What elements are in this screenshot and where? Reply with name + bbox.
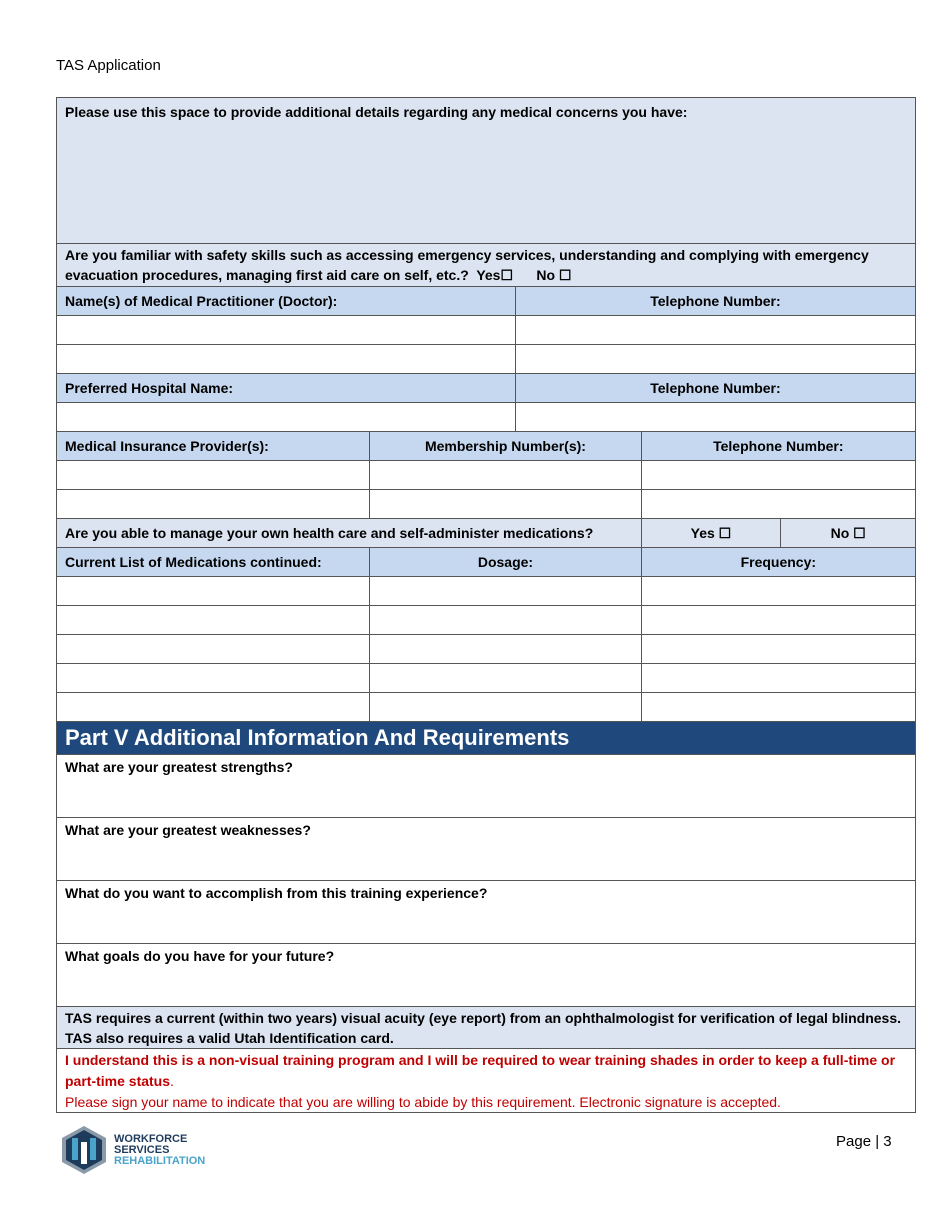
medical-details-area[interactable] <box>57 98 915 244</box>
dosage-label: Dosage: <box>370 548 641 576</box>
insurance-row <box>57 461 915 490</box>
safety-skills-prompt: Are you familiar with safety skills such as accessing emergency services, understanding and complying with emergency evacuation procedures, managing first aid care on self, etc.? <box>65 247 869 283</box>
logo-text <box>114 1134 205 1167</box>
hospital-label: Preferred Hospital Name: <box>57 374 516 402</box>
strengths-question[interactable]: What are your greatest strengths? <box>57 755 915 818</box>
page-number: Page | 3 <box>836 1133 892 1150</box>
medication-row <box>57 664 915 693</box>
medication-row <box>57 606 915 635</box>
logo-mark-icon <box>60 1124 108 1176</box>
signature-instruction: Please sign your name to indicate that you are willing to abide by this requirement. Electronic signature is accepted. <box>65 1094 781 1110</box>
weaknesses-question[interactable]: What are your greatest weaknesses? <box>57 818 915 881</box>
insurance-provider-field[interactable] <box>57 490 370 518</box>
insurance-telephone-label: Telephone Number: <box>713 438 844 454</box>
insurance-row <box>57 490 915 519</box>
part5-title: Part V Additional Information And Requirements <box>57 722 915 755</box>
medication-name-field[interactable] <box>57 606 370 634</box>
frequency-field[interactable] <box>642 664 915 692</box>
dosage-field[interactable] <box>370 664 641 692</box>
membership-label: Membership Number(s): <box>370 432 641 460</box>
hospital-telephone-label: Telephone Number: <box>650 380 781 396</box>
medication-name-field[interactable] <box>57 664 370 692</box>
visual-acuity-note: TAS requires a current (within two years) visual acuity (eye report) from an ophthalmologist for verification of legal blindness. TAS also requires a valid Utah Identification card. <box>57 1007 915 1049</box>
medications-header-row <box>57 548 915 577</box>
goals-question[interactable]: What goals do you have for your future? <box>57 944 915 1007</box>
practitioner-header-row <box>57 287 915 316</box>
hospital-name-field[interactable] <box>57 403 516 431</box>
medication-name-field[interactable] <box>57 577 370 605</box>
dosage-field[interactable] <box>370 635 641 663</box>
frequency-field[interactable] <box>642 577 915 605</box>
practitioner-name-field[interactable] <box>57 316 516 344</box>
frequency-field[interactable] <box>642 635 915 663</box>
hospital-row <box>57 403 915 432</box>
practitioner-telephone-label: Telephone Number: <box>650 293 781 309</box>
dosage-field[interactable] <box>370 606 641 634</box>
practitioner-telephone-field[interactable] <box>516 345 915 373</box>
medications-label: Current List of Medications continued: <box>57 548 370 576</box>
logo-line-3: REHABILITATION <box>114 1154 206 1167</box>
practitioner-row <box>57 316 915 345</box>
hospital-header-row <box>57 374 915 403</box>
accomplish-question[interactable]: What do you want to accomplish from this training experience? <box>57 881 915 944</box>
medication-name-field[interactable] <box>57 693 370 721</box>
frequency-label: Frequency: <box>740 554 817 570</box>
practitioner-row <box>57 345 915 374</box>
hospital-telephone-field[interactable] <box>516 403 915 431</box>
agreement-period: . <box>170 1073 174 1089</box>
self-admin-yes-checkbox[interactable]: Yes ☐ <box>642 519 782 547</box>
membership-number-field[interactable] <box>370 490 641 518</box>
medical-details-prompt: Please use this space to provide additional details regarding any medical concerns you have: <box>65 104 688 120</box>
safety-skills-cell <box>57 244 915 286</box>
membership-number-field[interactable] <box>370 461 641 489</box>
frequency-field[interactable] <box>642 606 915 634</box>
document-header-title: TAS Application <box>56 57 161 74</box>
application-form <box>56 97 916 1113</box>
agreement-block[interactable] <box>57 1049 915 1112</box>
agreement-statement: I understand this is a non-visual training program and I will be required to wear training shades in order to keep a full-time or part-time status <box>65 1052 896 1089</box>
safety-no-checkbox[interactable]: No ☐ <box>536 267 572 283</box>
insurance-label: Medical Insurance Provider(s): <box>57 432 370 460</box>
frequency-field[interactable] <box>642 693 915 721</box>
logo-line-2: SERVICES <box>114 1143 170 1156</box>
self-admin-no-checkbox[interactable]: No ☐ <box>830 525 866 541</box>
medication-row <box>57 635 915 664</box>
insurance-telephone-field[interactable] <box>642 490 915 518</box>
self-admin-prompt: Are you able to manage your own health care and self-administer medications? <box>57 519 642 547</box>
safety-skills-row <box>57 244 915 287</box>
medication-row <box>57 693 915 722</box>
insurance-telephone-field[interactable] <box>642 461 915 489</box>
workforce-services-logo <box>60 1124 205 1176</box>
practitioner-label: Name(s) of Medical Practitioner (Doctor): <box>57 287 516 315</box>
medication-row <box>57 577 915 606</box>
self-admin-row <box>57 519 915 548</box>
insurance-provider-field[interactable] <box>57 461 370 489</box>
insurance-header-row <box>57 432 915 461</box>
dosage-field[interactable] <box>370 693 641 721</box>
practitioner-name-field[interactable] <box>57 345 516 373</box>
medication-name-field[interactable] <box>57 635 370 663</box>
practitioner-telephone-field[interactable] <box>516 316 915 344</box>
safety-yes-checkbox[interactable]: Yes☐ <box>476 267 514 283</box>
logo-line-1: WORKFORCE <box>114 1132 188 1145</box>
dosage-field[interactable] <box>370 577 641 605</box>
